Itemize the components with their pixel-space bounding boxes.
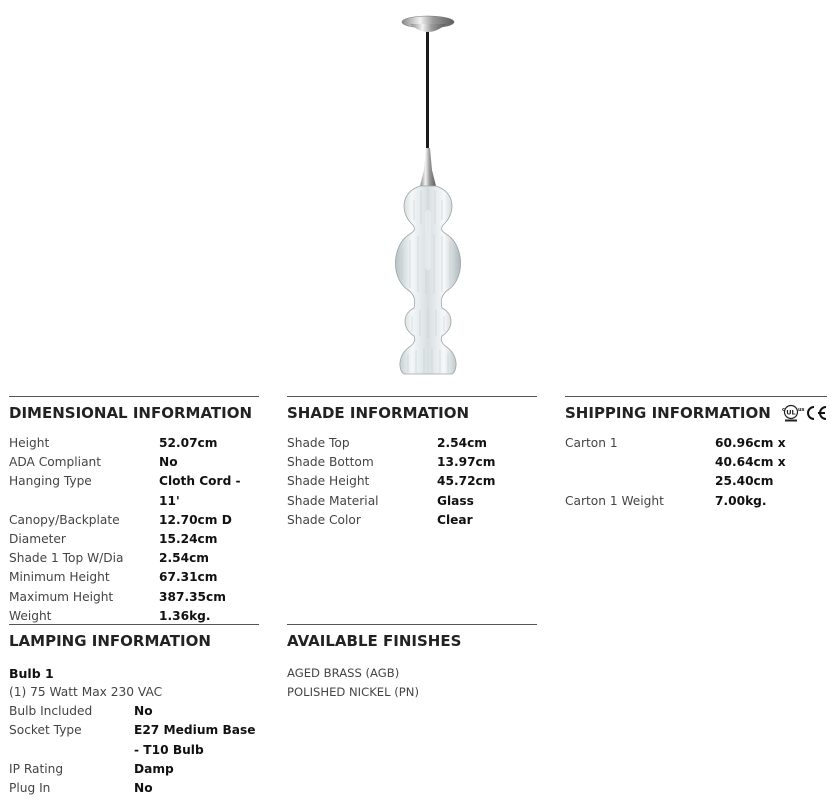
shade-info-title: SHADE INFORMATION xyxy=(287,404,470,422)
product-image xyxy=(380,10,480,378)
spec-row xyxy=(9,721,259,759)
spec-value: Clear xyxy=(437,512,473,527)
spec-label: Shade Height xyxy=(287,474,370,489)
spec-label: Bulb Included xyxy=(9,704,93,719)
svg-text:c: c xyxy=(781,407,785,413)
available-finishes-title: AVAILABLE FINISHES xyxy=(287,632,462,650)
spec-value: 7.00kg. xyxy=(715,493,767,508)
bulb-description: (1) 75 Watt Max 230 VAC xyxy=(9,685,163,699)
bulb-title: Bulb 1 xyxy=(9,666,54,681)
spec-row xyxy=(9,530,259,549)
certification-icons xyxy=(779,404,829,422)
spec-value: 45.72cm xyxy=(437,474,496,489)
section-divider xyxy=(287,396,537,397)
section-divider xyxy=(287,624,537,625)
dimensional-info-title: DIMENSIONAL INFORMATION xyxy=(9,404,253,422)
spec-value: Glass xyxy=(437,493,474,508)
shipping-info-section xyxy=(565,396,827,511)
spec-value: Cloth Cord - 11' xyxy=(159,474,241,508)
section-divider xyxy=(9,396,259,397)
spec-row xyxy=(565,434,827,492)
spec-label: Shade Color xyxy=(287,512,361,527)
section-divider xyxy=(9,624,259,625)
spec-row xyxy=(9,702,259,721)
spec-label: Height xyxy=(9,436,50,450)
spec-label: Shade Bottom xyxy=(287,455,374,470)
dimensional-info-section xyxy=(9,396,259,626)
finish-item: POLISHED NICKEL (PN) xyxy=(287,685,419,699)
spec-row xyxy=(9,588,259,607)
spec-row xyxy=(9,434,259,453)
spec-value: 60.96cm x 40.64cm x 25.40cm xyxy=(715,436,786,489)
shade-info-section xyxy=(287,396,537,530)
spec-label: Carton 1 xyxy=(565,436,618,450)
spec-row xyxy=(287,472,537,491)
spec-value: No xyxy=(159,455,178,470)
spec-value: No xyxy=(134,704,153,719)
lamping-info-section xyxy=(9,624,259,798)
spec-label: Shade Top xyxy=(287,436,350,450)
spec-row xyxy=(287,492,537,511)
spec-label: Minimum Height xyxy=(9,570,110,585)
spec-label: Plug In xyxy=(9,781,51,796)
spec-value: 52.07cm xyxy=(159,436,218,450)
spec-label: Diameter xyxy=(9,532,66,547)
spec-value: Damp xyxy=(134,761,174,776)
spec-label: Hanging Type xyxy=(9,474,92,489)
spec-row xyxy=(9,760,259,779)
spec-label: Weight xyxy=(9,608,52,623)
lamping-info-title: LAMPING INFORMATION xyxy=(9,632,211,650)
spec-row xyxy=(287,453,537,472)
spec-row xyxy=(9,779,259,798)
spec-value: 1.36kg. xyxy=(159,608,211,623)
shipping-info-title: SHIPPING INFORMATION xyxy=(565,404,771,422)
spec-label: Shade Material xyxy=(287,493,379,508)
finish-item: AGED BRASS (AGB) xyxy=(287,666,400,680)
section-divider xyxy=(565,396,827,397)
spec-row xyxy=(9,568,259,587)
spec-label: Canopy/Backplate xyxy=(9,512,120,527)
shipping-info-header xyxy=(565,404,827,422)
spec-label: Shade 1 Top W/Dia xyxy=(9,551,124,566)
spec-row xyxy=(9,472,259,510)
svg-text:us: us xyxy=(797,407,805,413)
available-finishes-section xyxy=(287,624,537,702)
spec-value: E27 Medium Base - T10 Bulb xyxy=(134,723,256,757)
svg-text:UL: UL xyxy=(786,408,796,417)
spec-row xyxy=(287,511,537,530)
spec-row xyxy=(9,511,259,530)
ce-mark-icon xyxy=(803,404,829,422)
cul-listed-icon xyxy=(779,404,805,422)
spec-value: 387.35cm xyxy=(159,589,226,604)
spec-value: 2.54cm xyxy=(159,551,209,566)
spec-row xyxy=(9,549,259,568)
spec-label: Socket Type xyxy=(9,723,82,738)
spec-value: 12.70cm D xyxy=(159,512,232,527)
spec-row xyxy=(565,492,827,511)
spec-label: IP Rating xyxy=(9,761,64,776)
spec-value: 15.24cm xyxy=(159,532,218,547)
spec-label: ADA Compliant xyxy=(9,455,102,470)
spec-row xyxy=(9,453,259,472)
spec-value: 13.97cm xyxy=(437,455,496,470)
spec-row xyxy=(287,434,537,453)
spec-label: Maximum Height xyxy=(9,589,114,604)
spec-label: Carton 1 Weight xyxy=(565,493,664,508)
spec-value: 67.31cm xyxy=(159,570,218,585)
spec-value: No xyxy=(134,781,153,796)
spec-value: 2.54cm xyxy=(437,436,487,450)
